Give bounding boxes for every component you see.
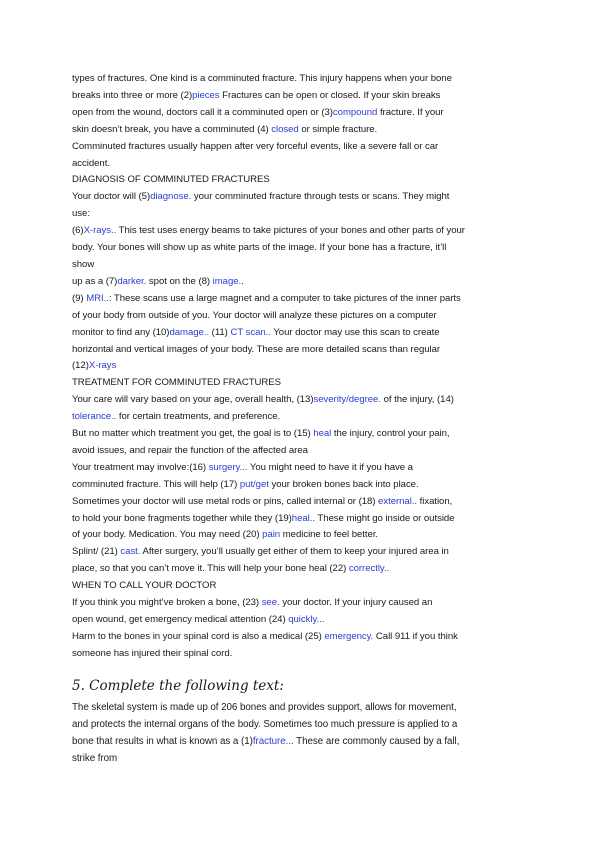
body-text: to hold your bone fragments together while they (19) — [72, 512, 292, 524]
body-text: place, so that you can’t move it. This will help your bone heal (22) — [72, 563, 349, 575]
body-text: fixation, — [417, 495, 453, 507]
body-text: (6) — [72, 225, 84, 237]
text-line — [72, 223, 539, 240]
body-text: horizontal and vertical images of your body. These are more detailed scans than regular — [72, 343, 441, 355]
body-text: avoid issues, and repair the function of the affected area — [72, 444, 308, 456]
body-text: After surgery, you’ll usually get either of them to keep your injured area in — [140, 546, 449, 558]
text-line — [72, 274, 539, 291]
body-text: Harm to the bones in your spinal cord is also a medical (25) — [72, 630, 325, 642]
body-text: fracture. If your — [377, 106, 444, 118]
body-text: use: — [72, 208, 90, 220]
text-line — [72, 699, 539, 716]
body-text: WHEN TO CALL YOUR DOCTOR — [72, 580, 217, 592]
answer-text: tolerance.. — [72, 411, 117, 423]
text-line — [72, 629, 539, 646]
text-line — [72, 460, 539, 477]
body-text: TREATMENT FOR COMMINUTED FRACTURES — [72, 377, 282, 389]
body-text: Your doctor may use this scan to create — [270, 326, 440, 338]
answer-text: heal.. — [291, 512, 315, 524]
body-text: If you think you might’ve broken a bone, (23) — [72, 597, 262, 609]
body-text: your comminuted fracture through tests or scans. They might — [191, 191, 450, 203]
body-text: bone that results in what is known as a (1) — [72, 735, 253, 747]
text-line — [72, 561, 539, 578]
text-line — [72, 291, 539, 308]
body-text: your broken bones back into place. — [268, 478, 419, 490]
body-text: show — [72, 258, 95, 270]
answer-text: pain — [262, 529, 281, 541]
text-line — [72, 426, 539, 443]
text-line — [72, 325, 539, 342]
body-text: This test uses energy beams to take pictures of your bones and other parts of your — [116, 225, 465, 237]
body-text: and protects the internal organs of the body. Sometimes too much pressure is applied to a — [72, 718, 458, 730]
body-text: The skeletal system is made up of 206 bones and provides support, allows for movement, — [72, 701, 457, 713]
text-line — [72, 122, 539, 139]
body-text: Fractures can be open or closed. If your skin breaks — [219, 89, 441, 101]
text-line — [72, 375, 539, 392]
answer-text: closed — [271, 123, 299, 135]
section-5-text — [72, 699, 539, 767]
worksheet-text — [72, 71, 539, 663]
body-text: spot on the (8) — [146, 275, 213, 287]
body-text: Splint/ (21) — [72, 546, 121, 558]
body-text: breaks into three or more (2) — [72, 89, 193, 101]
text-line — [72, 358, 539, 375]
text-line — [72, 477, 539, 494]
text-line — [72, 750, 539, 767]
text-line — [72, 206, 539, 223]
text-line — [72, 595, 539, 612]
body-text: someone has injured their spinal cord. — [72, 647, 233, 659]
answer-text: external.. — [378, 495, 418, 507]
body-text: medicine to feel better. — [280, 529, 379, 541]
body-text: : These scans use a large magnet and a computer to take pictures of the inner parts — [108, 292, 461, 304]
body-text: of your body. Medication. You may need (20) — [72, 529, 263, 541]
body-text: . These are commonly caused by a fall, — [291, 735, 460, 747]
text-line — [72, 392, 539, 409]
text-line — [72, 409, 539, 426]
text-line — [72, 88, 539, 105]
answer-text: X-rays.. — [83, 225, 117, 237]
section-5-heading: 5. Complete the following text: — [72, 677, 284, 694]
body-text: Sometimes your doctor will use metal rods or pins, called internal or (18) — [72, 495, 379, 507]
body-text: open from the wound, doctors call it a comminuted open or (3) — [72, 106, 333, 118]
text-line — [72, 172, 539, 189]
body-text: But no matter which treatment you get, the goal is to (15) — [72, 428, 314, 440]
answer-text: CT scan.. — [230, 326, 271, 338]
text-line — [72, 342, 539, 359]
text-line — [72, 308, 539, 325]
body-text: These might go inside or outside — [314, 512, 455, 524]
body-text: (12) — [72, 360, 89, 372]
answer-text: pieces — [192, 89, 220, 101]
text-line — [72, 511, 539, 528]
body-text: or simple fracture. — [298, 123, 378, 135]
body-text: Your doctor will (5) — [72, 191, 151, 203]
answer-text: X-rays — [88, 360, 117, 372]
body-text: Your care will vary based on your age, overall health, (13) — [72, 394, 314, 406]
body-text: Your treatment may involve:(16) — [72, 461, 209, 473]
answer-text: fracture.. — [252, 735, 291, 747]
body-text: for certain treatments, and preference. — [116, 411, 281, 423]
text-line — [72, 189, 539, 206]
text-line — [72, 156, 539, 173]
body-text: of the injury, (14) — [380, 394, 454, 406]
answer-text: damage.. — [169, 326, 210, 338]
text-line — [72, 578, 539, 595]
text-line — [72, 544, 539, 561]
answer-text: correctly.. — [348, 563, 390, 575]
text-line — [72, 527, 539, 544]
body-text: You might need to have it if you have a — [247, 461, 413, 473]
answer-text: MRI.. — [86, 292, 109, 304]
answer-text: cast. — [120, 546, 141, 558]
body-text: body. Your bones will show up as white parts of the image. If your bone has a fracture, it’ll — [72, 242, 447, 254]
text-line — [72, 612, 539, 629]
answer-text: severity/degree. — [313, 394, 381, 406]
text-line — [72, 240, 539, 257]
answer-text: compound — [332, 106, 378, 118]
text-line — [72, 139, 539, 156]
body-text: (9) — [72, 292, 87, 304]
body-text: skin doesn’t break, you have a comminuted (4) — [72, 123, 272, 135]
body-text: strike from — [72, 753, 118, 764]
answer-text: emergency. — [324, 630, 374, 642]
text-line — [72, 733, 539, 750]
body-text: monitor to find any (10) — [72, 326, 170, 338]
answer-text: darker. — [117, 275, 147, 287]
text-line — [72, 71, 539, 88]
body-text: Call 911 if you think — [373, 630, 458, 642]
text-line — [72, 257, 539, 274]
body-text: open wound, get emergency medical attention (24) — [72, 614, 289, 625]
answer-text: diagnose. — [150, 191, 192, 203]
answer-text: image. — [212, 275, 242, 287]
body-text: of your body from outside of you. Your doctor will analyze these pictures on a computer — [72, 309, 437, 321]
body-text: . — [241, 275, 244, 287]
body-text: the injury, control your pain, — [331, 428, 450, 440]
body-text: comminuted fracture. This will help (17) — [72, 478, 240, 490]
text-line — [72, 646, 539, 663]
body-text: (11) — [209, 326, 231, 338]
body-text: up as a (7) — [72, 275, 118, 287]
answer-text: quickly... — [288, 614, 325, 625]
body-text: types of fractures. One kind is a comminuted fracture. This injury happens when your bone — [72, 73, 452, 84]
body-text: accident. — [72, 157, 110, 169]
text-line — [72, 105, 539, 122]
body-text: your doctor. If your injury caused an — [279, 597, 433, 609]
answer-text: see. — [261, 597, 280, 609]
answer-text: surgery... — [208, 461, 248, 473]
answer-text: put/get — [239, 478, 269, 490]
body-text: Comminuted fractures usually happen after very forceful events, like a severe fall or car — [72, 140, 439, 152]
text-line — [72, 716, 539, 733]
body-text: DIAGNOSIS OF COMMINUTED FRACTURES — [72, 174, 270, 186]
answer-text: heal — [313, 428, 332, 440]
text-line — [72, 494, 539, 511]
text-line — [72, 443, 539, 460]
